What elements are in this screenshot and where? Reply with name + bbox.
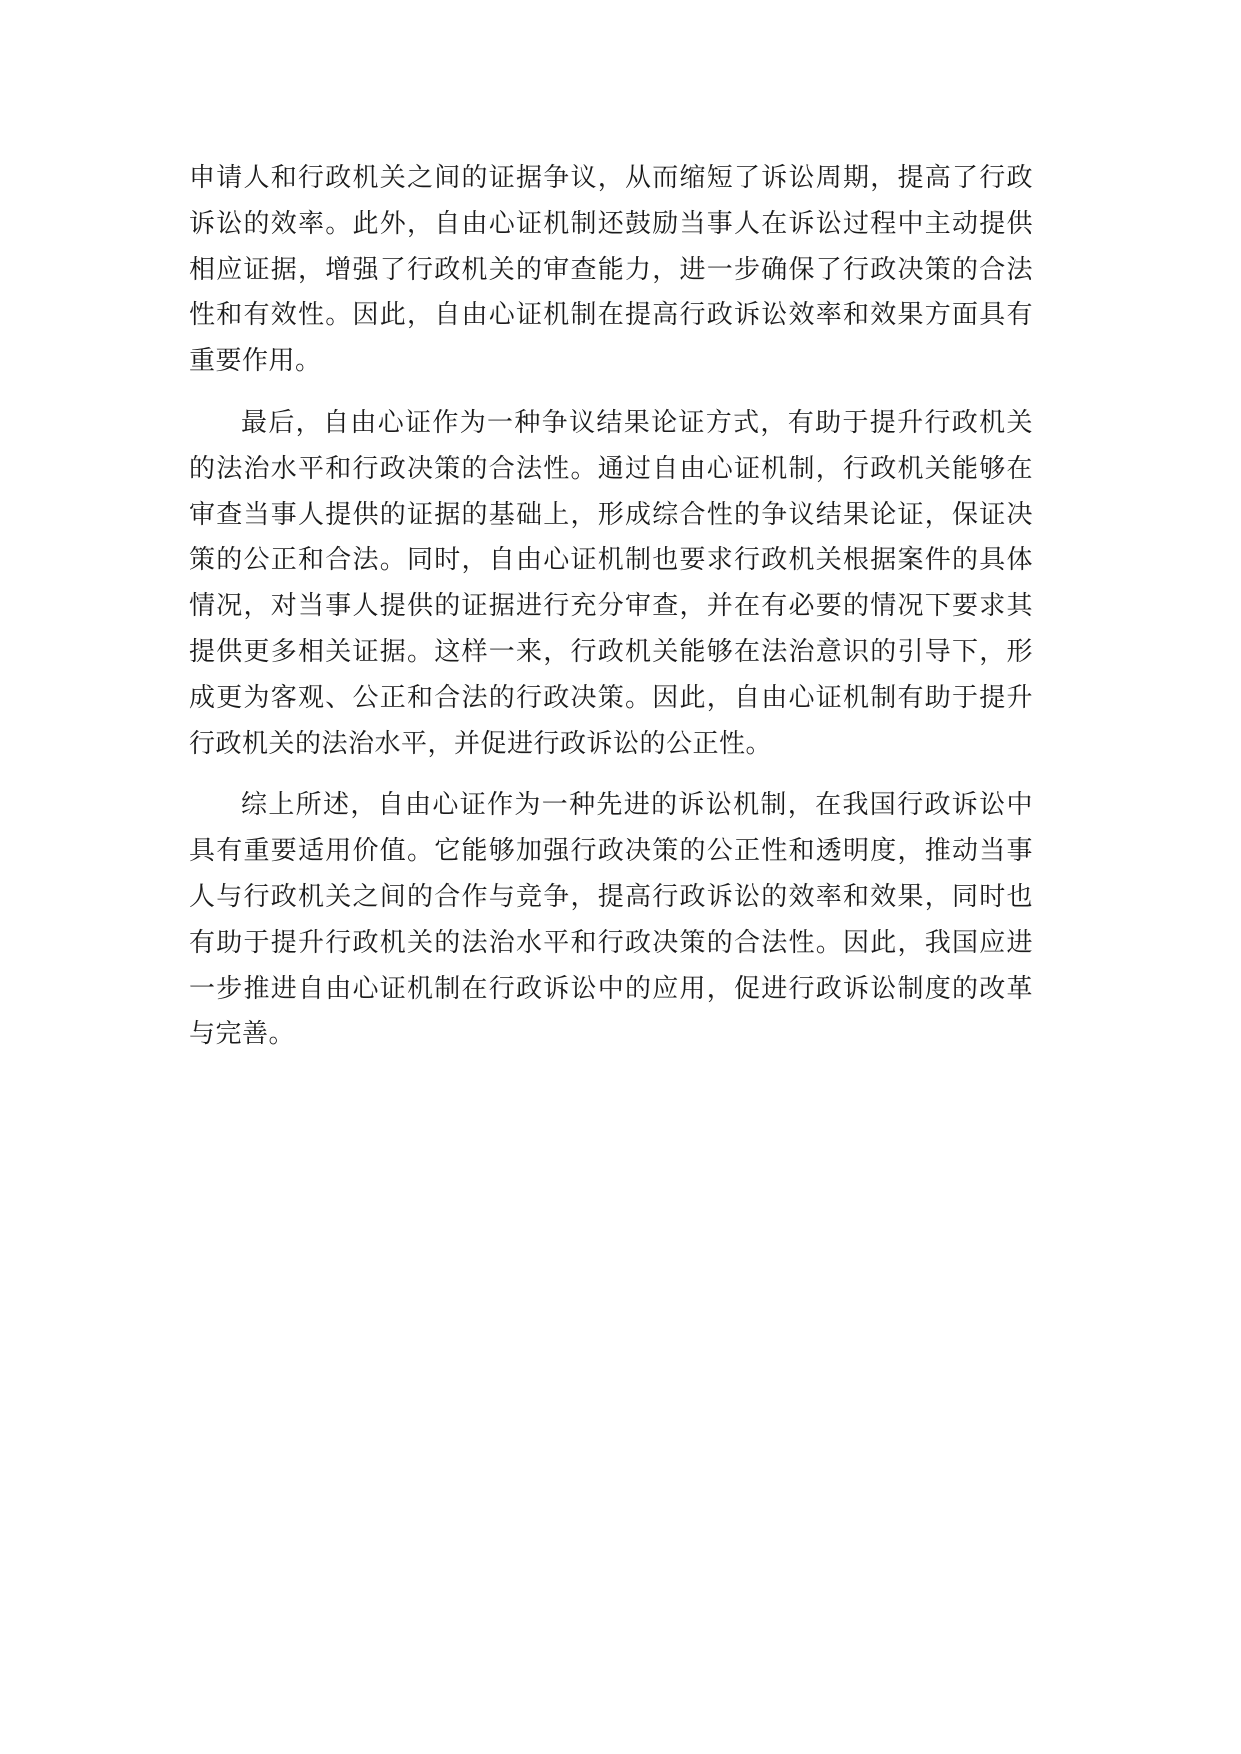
paragraph-3: 综上所述，自由心证作为一种先进的诉讼机制，在我国行政诉讼中具有重要适用价值。它能够加强行政决策的公正性和透明度，推动当事人与行政机关之间的合作与竞争，提高行政诉讼的效率和效果，同时也有助于提升行政机关的法治水平和行政决策的合法性。因此，我国应进一步推进自由心证机制在行政诉讼中的应用，促进行政诉讼制度的改革与完善。 [189,790,1033,1050]
paragraph-1: 申请人和行政机关之间的证据争议，从而缩短了诉讼周期，提高了行政诉讼的效率。此外，自由心证机制还鼓励当事人在诉讼过程中主动提供相应证据，增强了行政机关的审查能力，进一步确保了行政决策的合法性和有效性。因此，自由心证机制在提高行政诉讼效率和效果方面具有重要作用。 [189,163,1033,377]
paragraph-2: 最后，自由心证作为一种争议结果论证方式，有助于提升行政机关的法治水平和行政决策的合法性。通过自由心证机制，行政机关能够在审查当事人提供的证据的基础上，形成综合性的争议结果论证，保证决策的公正和合法。同时，自由心证机制也要求行政机关根据案件的具体情况，对当事人提供的证据进行充分审查，并在有必要的情况下要求其提供更多相关证据。这样一来，行政机关能够在法治意识的引导下，形成更为客观、公正和合法的行政决策。因此，自由心证机制有助于提升行政机关的法治水平，并促进行政诉讼的公正性。 [189,407,1033,759]
document-page [189,156,1033,1058]
